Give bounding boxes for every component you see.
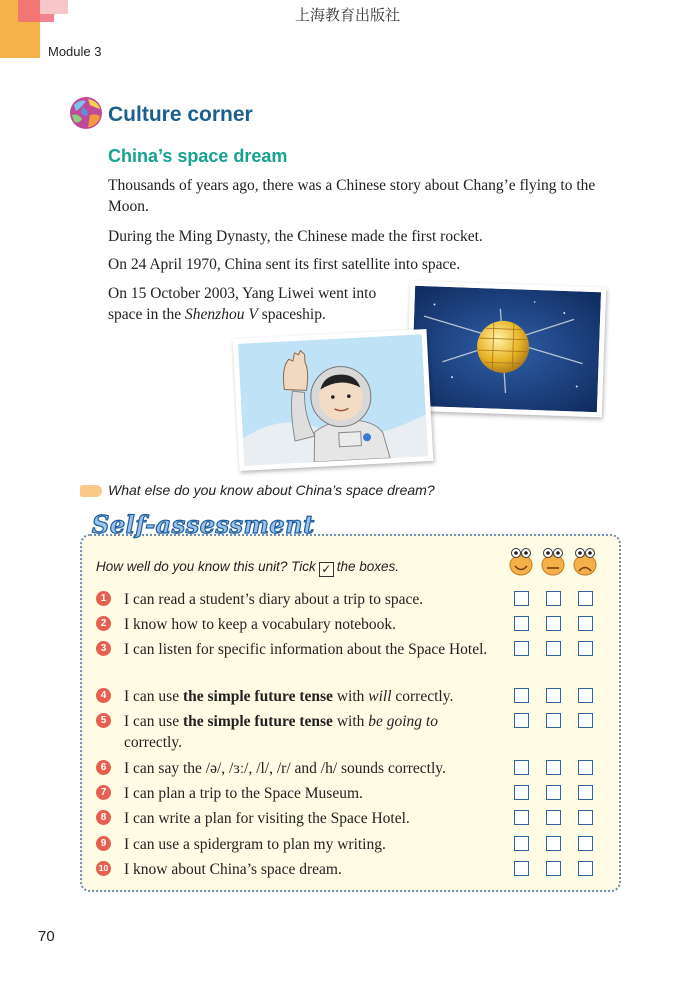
checkbox-ok[interactable] [546,641,561,656]
item-number: 5 [96,713,111,728]
sad-face-icon [572,547,598,577]
item-number: 4 [96,688,111,703]
item-text: I can listen for specific information about the Space Hotel. [124,641,488,658]
checkbox-good[interactable] [514,810,529,825]
paragraph-4: On 15 October 2003, Yang Liwei went into space in the Shenzhou V spaceship. [108,285,377,323]
item-number: 9 [96,836,111,851]
checkbox-good[interactable] [514,760,529,775]
checkbox-poor[interactable] [578,641,593,656]
happy-face-icon [508,547,534,577]
self-assessment-prompt: How well do you know this unit? Tick ✓ the boxes. [96,559,400,576]
checkbox-good[interactable] [514,861,529,876]
checkbox-ok[interactable] [546,836,561,851]
checkbox-poor[interactable] [578,616,593,631]
item-number: 1 [96,591,111,606]
checkbox-poor[interactable] [578,760,593,775]
item-text: I know how to keep a vocabulary notebook. [124,616,397,633]
checkbox-poor[interactable] [578,591,593,606]
neutral-face-icon [540,547,566,577]
discussion-question: What else do you know about China’s space dream? [108,482,435,498]
item-text: I can use the simple future tense with be going to correctly. [124,713,438,751]
section-title: Culture corner [108,103,253,126]
checkbox-poor[interactable] [578,785,593,800]
checkbox-good[interactable] [514,641,529,656]
item-text: I can use a spidergram to plan my writing. [124,836,386,853]
checkbox-good[interactable] [514,591,529,606]
checkbox-good[interactable] [514,836,529,851]
item-text: I can plan a trip to the Space Museum. [124,785,363,802]
checkbox-poor[interactable] [578,713,593,728]
checkbox-good[interactable] [514,713,529,728]
checkbox-poor[interactable] [578,688,593,703]
item-text: I can use the simple future tense with will correctly. [124,688,454,705]
item-number: 6 [96,760,111,775]
checkbox-ok[interactable] [546,616,561,631]
item-number: 7 [96,785,111,800]
paragraph-3: On 24 April 1970, China sent its first satellite into space. [108,256,461,273]
checkbox-ok[interactable] [546,760,561,775]
checkbox-poor[interactable] [578,861,593,876]
item-number: 3 [96,641,111,656]
paragraph-2: During the Ming Dynasty, the Chinese made the first rocket. [108,228,483,245]
item-number: 10 [96,861,111,876]
checkbox-ok[interactable] [546,688,561,703]
item-number: 2 [96,616,111,631]
checkbox-good[interactable] [514,785,529,800]
checkbox-ok[interactable] [546,785,561,800]
satellite-photo [406,281,606,418]
astronaut-photo [233,329,434,471]
checkbox-good[interactable] [514,616,529,631]
page-number: 70 [38,928,55,945]
checkbox-ok[interactable] [546,861,561,876]
checkbox-good[interactable] [514,688,529,703]
article-title: China’s space dream [108,146,288,166]
item-text: I can say the /ə/, /ɜː/, /l/, /r/ and /h/ sounds correctly. [124,760,446,777]
checkbox-ok[interactable] [546,810,561,825]
checkbox-poor[interactable] [578,836,593,851]
paragraph-1: Thousands of years ago, there was a Chinese story about Chang’e flying to the Moon. [108,177,596,215]
tick-icon: ✓ [319,562,334,577]
globe-icon [68,95,104,131]
module-label: Module 3 [48,44,102,59]
checkbox-poor[interactable] [578,810,593,825]
question-tab [80,485,102,497]
checkbox-ok[interactable] [546,713,561,728]
item-text: I can read a student’s diary about a trip to space. [124,591,424,608]
item-number: 8 [96,810,111,825]
self-assessment-title: Self-assessment [92,510,315,539]
item-text: I can write a plan for visiting the Space Hotel. [124,810,410,827]
checkbox-ok[interactable] [546,591,561,606]
publisher-name: 上海教育出版社 [294,6,400,24]
item-text: I know about China’s space dream. [124,861,342,878]
